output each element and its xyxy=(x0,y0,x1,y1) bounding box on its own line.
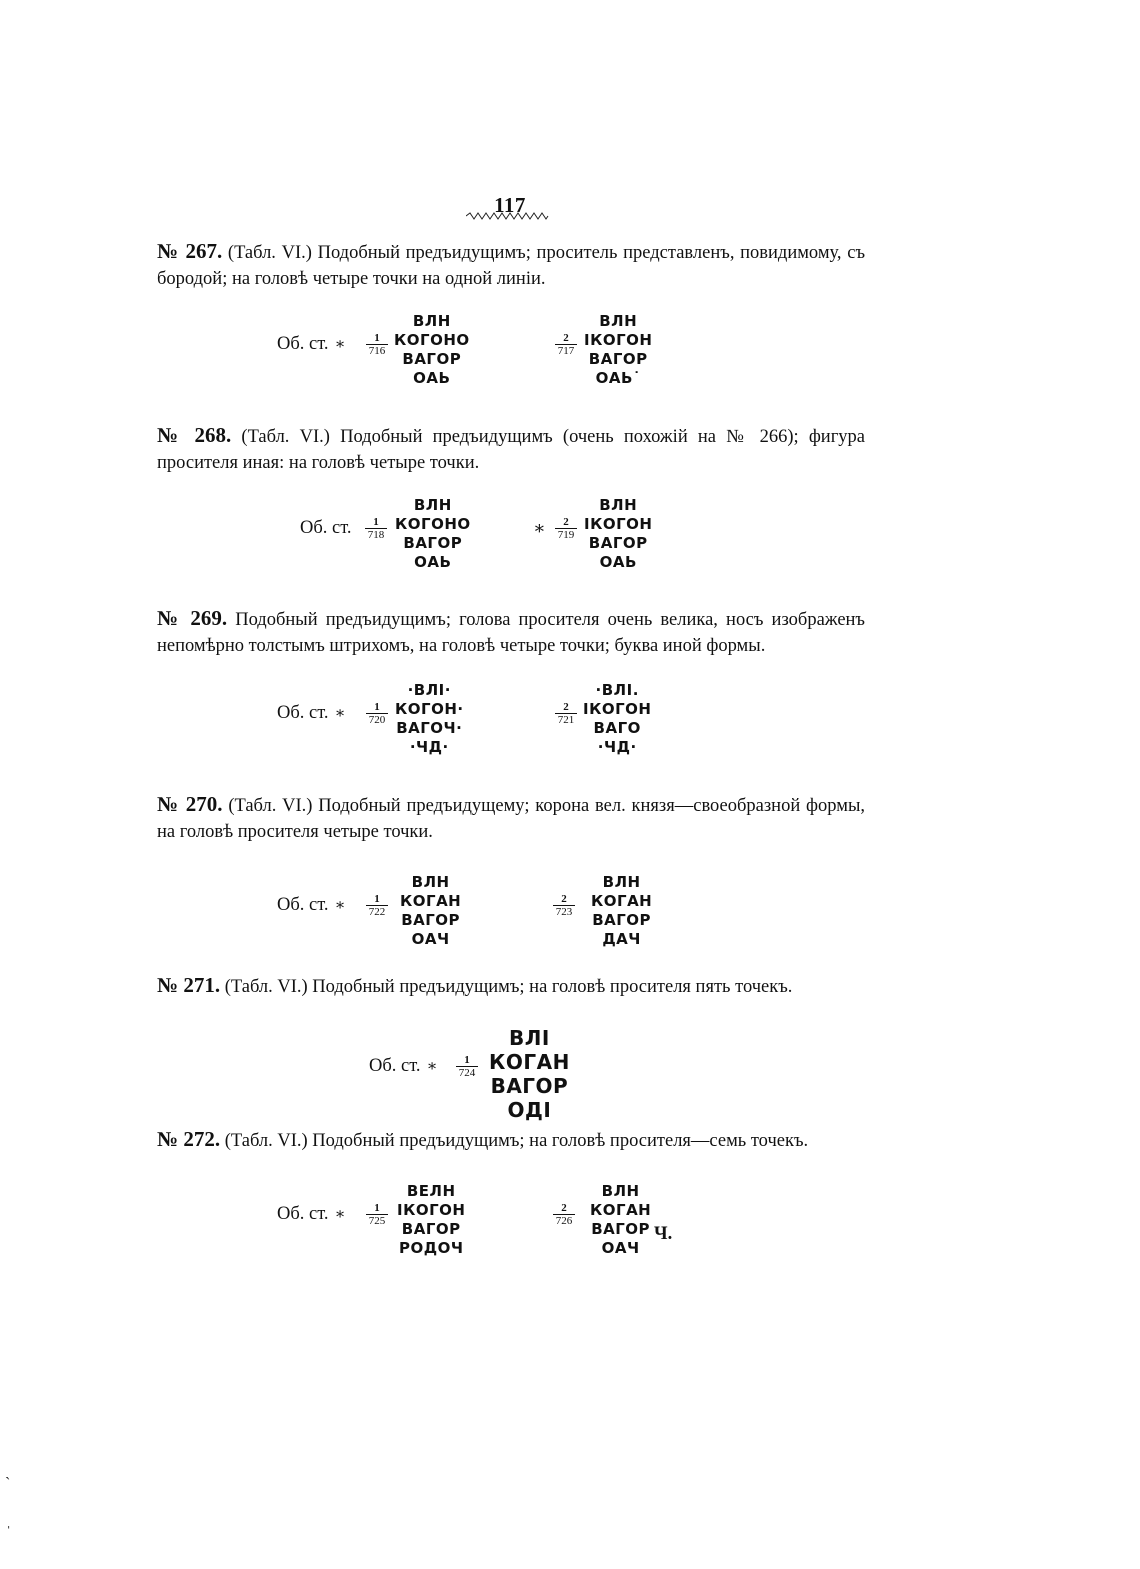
entry-number: № 267. xyxy=(157,239,223,263)
legend-line: КОГОНО xyxy=(395,515,471,533)
fraction-numerator: 2 xyxy=(555,701,577,714)
entry-number: № 272. xyxy=(157,1127,221,1151)
legend-line: ОАЬ˙ xyxy=(595,369,641,387)
fraction-denominator: 718 xyxy=(367,529,385,541)
fraction-numerator: 1 xyxy=(366,701,388,714)
coin-row xyxy=(157,1182,865,1266)
page-number: 117 xyxy=(494,193,526,217)
legend-line: ОДІ xyxy=(507,1098,552,1122)
legend-line: ВЛН xyxy=(599,312,638,330)
entry-paragraph xyxy=(157,972,865,1000)
fraction-denominator: 719 xyxy=(557,529,575,541)
legend-line: ·ВЛІ. xyxy=(595,681,639,699)
obverse-label xyxy=(369,1056,437,1077)
legend-line: ВАГОЧ· xyxy=(396,719,463,737)
page-number-underline xyxy=(466,212,556,220)
plate-fraction xyxy=(366,893,388,918)
legend-line: ВАГО xyxy=(593,719,641,737)
plate-fraction xyxy=(456,1054,478,1079)
entry-text: (Табл. VI.) Подобный предъидущимъ; на головѣ просителя—семь точекъ. xyxy=(224,1131,809,1151)
entry-paragraph xyxy=(157,791,865,845)
legend-line: ІКОГОН xyxy=(397,1201,466,1219)
legend-line: ВЛН xyxy=(599,496,638,514)
entry-text: (Табл. VI.) Подобный предъидущимъ (очень похожій на № 266); фигура просителя иная: на головѣ четыре точки. xyxy=(157,427,866,473)
entry-number: № 270. xyxy=(157,792,223,816)
legend-line: КОГАН xyxy=(591,892,653,910)
legend-line: ВАГОР xyxy=(402,350,462,368)
legend-line: ВАГОР xyxy=(592,911,652,929)
legend-line: ВЛН xyxy=(412,312,451,330)
legend-line: ОАЬ xyxy=(414,553,452,571)
obverse-label xyxy=(277,703,345,724)
fraction-denominator: 725 xyxy=(368,1215,386,1227)
legend-line: ІКОГОН xyxy=(584,331,653,349)
coin-legend xyxy=(584,312,652,388)
plate-fraction xyxy=(553,1202,575,1227)
legend-line: ОАЧ xyxy=(601,1239,640,1257)
legend-line: ІКОГОН xyxy=(583,700,652,718)
entry-number: № 271. xyxy=(157,973,221,997)
fraction-denominator: 720 xyxy=(368,714,386,726)
legend-line: ВАГОР xyxy=(588,534,648,552)
legend-line: ВЛН xyxy=(601,1182,640,1200)
entry-paragraph xyxy=(157,238,865,292)
coin-legend xyxy=(591,873,652,949)
plate-fraction xyxy=(555,332,577,357)
obverse-label xyxy=(300,518,358,539)
entry-text: (Табл. VI.) Подобный предъидущему; корона вел. князя—своеобразной формы, на головѣ просителя четыре точки. xyxy=(157,796,866,842)
entry-text: (Табл. VI.) Подобный предъидущимъ; проситель представленъ, повидимому, съ бородой; на головѣ четыре точки на одной линіи. xyxy=(157,243,866,289)
star-mark-second: ∗ xyxy=(533,519,546,539)
obverse-label-text: Об. ст. xyxy=(277,895,329,915)
fraction-denominator: 721 xyxy=(557,714,575,726)
coin-legend xyxy=(400,873,461,949)
star-mark: ∗ xyxy=(334,897,346,914)
legend-line: ВЕЛН xyxy=(406,1182,456,1200)
legend-line: ОАЬ xyxy=(413,369,451,387)
fraction-denominator: 724 xyxy=(458,1067,476,1079)
legend-line: КОГОНО xyxy=(394,331,470,349)
entry-number: № 269. xyxy=(157,606,228,630)
obverse-label-text: Об. ст. xyxy=(277,703,329,723)
fraction-denominator: 726 xyxy=(555,1215,573,1227)
coin-legend xyxy=(489,1026,570,1122)
legend-line: ВЛН xyxy=(411,873,450,891)
coin-legend xyxy=(584,496,652,572)
star-mark: ∗ xyxy=(334,705,346,722)
coin-row xyxy=(157,873,865,957)
coin-legend xyxy=(397,1182,465,1258)
fraction-denominator: 722 xyxy=(368,906,386,918)
fraction-numerator: 1 xyxy=(456,1054,478,1067)
plate-fraction xyxy=(366,332,388,357)
obverse-label xyxy=(277,895,345,916)
coin-legend xyxy=(395,681,464,757)
legend-line: ДАЧ xyxy=(602,930,641,948)
entry-267 xyxy=(157,238,865,396)
legend-line: КОГАН xyxy=(400,892,462,910)
plate-fraction xyxy=(366,1202,388,1227)
fraction-numerator: 2 xyxy=(555,516,577,529)
fraction-numerator: 1 xyxy=(366,1202,388,1215)
legend-line: ВАГОР xyxy=(401,911,461,929)
legend-line: ВЛН xyxy=(413,496,452,514)
coin-row xyxy=(157,496,865,580)
legend-line: КОГАН xyxy=(489,1050,570,1074)
fraction-numerator: 2 xyxy=(555,332,577,345)
entry-paragraph xyxy=(157,605,865,659)
legend-line: ВЛН xyxy=(602,873,641,891)
legend-line: ·ЧД· xyxy=(409,738,449,756)
fraction-numerator: 1 xyxy=(365,516,387,529)
fraction-numerator: 2 xyxy=(553,893,575,906)
entry-paragraph xyxy=(157,1126,865,1154)
legend-line: РОДОЧ xyxy=(398,1239,464,1257)
obverse-label-text: Об. ст. xyxy=(300,518,352,538)
entry-text: Подобный предъидущимъ; голова просителя очень велика, носъ изображенъ непомѣрно толстымъ штрихомъ, на головѣ четыре точки; буква иной формы. xyxy=(157,610,865,656)
legend-line: ВАГОР xyxy=(403,534,463,552)
coin-legend xyxy=(590,1182,651,1258)
legend-line: ОАЧ xyxy=(411,930,450,948)
coin-legend xyxy=(394,312,470,388)
star-mark: ∗ xyxy=(334,1206,346,1223)
entry-text: (Табл. VI.) Подобный предъидущимъ; на головѣ просителя пять точекъ. xyxy=(224,977,793,997)
obverse-label-text: Об. ст. xyxy=(369,1056,421,1076)
coin-row xyxy=(157,681,865,765)
entry-272 xyxy=(157,1126,865,1266)
legend-line: КОГОН· xyxy=(395,700,464,718)
entry-269 xyxy=(157,605,865,765)
plate-fraction xyxy=(555,701,577,726)
entry-270 xyxy=(157,791,865,957)
legend-line: ·ВЛІ· xyxy=(407,681,451,699)
scan-speck: ˋ xyxy=(5,1475,11,1492)
obverse-label xyxy=(277,334,345,355)
fraction-denominator: 716 xyxy=(368,345,386,357)
fraction-numerator: 2 xyxy=(553,1202,575,1215)
obverse-label xyxy=(277,1204,345,1225)
entry-268 xyxy=(157,422,865,580)
fraction-denominator: 717 xyxy=(557,345,575,357)
plate-fraction xyxy=(555,516,577,541)
star-mark: ∗ xyxy=(334,336,346,353)
plate-fraction xyxy=(553,893,575,918)
coin-legend xyxy=(395,496,471,572)
plate-fraction xyxy=(366,701,388,726)
star-mark: ∗ xyxy=(426,1058,438,1075)
coin-row xyxy=(157,312,865,396)
coin-row xyxy=(157,1026,865,1126)
legend-line: ІКОГОН xyxy=(584,515,653,533)
plate-fraction xyxy=(365,516,387,541)
obverse-label-text: Об. ст. xyxy=(277,334,329,354)
legend-line: ВЛІ xyxy=(509,1026,550,1050)
coin-legend xyxy=(583,681,651,757)
legend-line: ВАГОР xyxy=(591,1220,651,1238)
fraction-numerator: 1 xyxy=(366,893,388,906)
legend-line: КОГАН xyxy=(590,1201,652,1219)
entry-paragraph xyxy=(157,422,865,476)
entry-number: № 268. xyxy=(157,423,232,447)
fraction-denominator: 723 xyxy=(555,906,573,918)
legend-line: ВАГОР xyxy=(401,1220,461,1238)
legend-line: ОАЬ xyxy=(599,553,637,571)
legend-line: ВАГОР xyxy=(588,350,648,368)
obverse-label-text: Об. ст. xyxy=(277,1204,329,1224)
scan-speck: ˌ xyxy=(6,1512,12,1529)
legend-line: ·ЧД· xyxy=(597,738,637,756)
entry-271 xyxy=(157,972,865,1126)
legend-line: ВАГОР xyxy=(490,1074,569,1098)
margin-note: Ч. xyxy=(654,1224,673,1244)
fraction-numerator: 1 xyxy=(366,332,388,345)
